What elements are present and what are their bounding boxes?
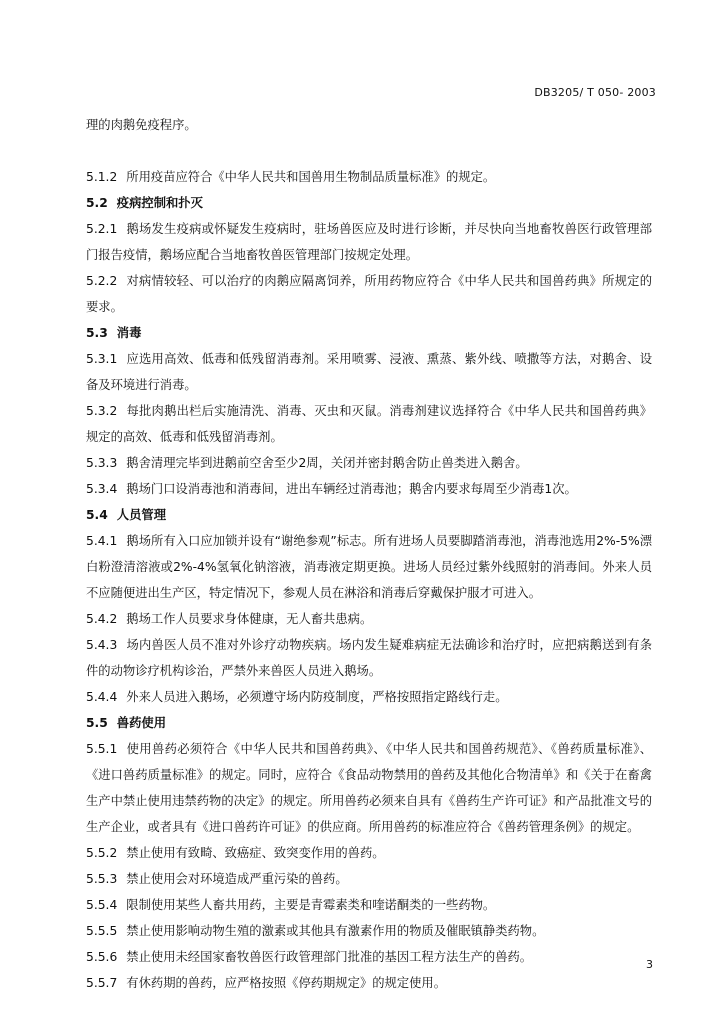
clause-text: 鹅场发生疫病或怀疑发生疫病时，驻场兽医应及时进行诊断，并尽快向当地畜牧兽医行政管理部门报告疫情，鹅场应配合当地畜牧兽医管理部门按规定处理。 xyxy=(86,222,652,262)
paragraph-text: 理的肉鹅免疫程序。 xyxy=(86,118,197,132)
document-code: DB3205/ T 050- 2003 xyxy=(534,86,656,99)
section-number: 5.5 xyxy=(86,716,108,730)
clause-text: 所用疫苗应符合《中华人民共和国兽用生物制品质量标准》的规定。 xyxy=(126,170,496,184)
clause-number: 5.2.2 xyxy=(86,274,118,288)
clause-text: 外来人员进入鹅场，必须遵守场内防疫制度，严格按照指定路线行走。 xyxy=(126,690,508,704)
clause-text: 使用兽药必须符合《中华人民共和国兽药典》、《中华人民共和国兽药规范》、《兽药质量标准》、《进口兽药质量标准》的规定。同时，应符合《食品动物禁用的兽药及其他化合物清单》和《关于在畜禽生产中禁止使用违禁药物的决定》的规定。所用兽药必须来自具有《兽药生产许可证》和产品批准文号的生产企业，或者具有《进口兽药许可证》的供应商。所用兽药的标准应符合《兽药管理条例》的规定。 xyxy=(86,742,652,834)
clause-5-4-4 xyxy=(86,684,652,710)
clause-text: 禁止使用有致畸、致癌症、致突变作用的兽药。 xyxy=(126,846,385,860)
clause-text: 场内兽医人员不准对外诊疗动物疾病。场内发生疑难病症无法确诊和治疗时，应把病鹅送到有条件的动物诊疗机构诊治，严禁外来兽医人员进入鹅场。 xyxy=(86,638,652,678)
clause-number: 5.1.2 xyxy=(86,170,118,184)
clause-text: 鹅场门口设消毒池和消毒间，进出车辆经过消毒池；鹅舍内要求每周至少消毒1次。 xyxy=(126,482,577,496)
clause-5-3-1 xyxy=(86,346,652,398)
clause-5-5-5 xyxy=(86,918,652,944)
clause-number: 5.4.2 xyxy=(86,612,118,626)
clause-5-5-2 xyxy=(86,840,652,866)
clause-5-1-2 xyxy=(86,164,652,190)
clause-text: 鹅场工作人员要求身体健康，无人畜共患病。 xyxy=(126,612,373,626)
clause-number: 5.5.6 xyxy=(86,950,118,964)
section-number: 5.3 xyxy=(86,326,108,340)
clause-text: 禁止使用未经国家畜牧兽医行政管理部门批准的基因工程方法生产的兽药。 xyxy=(126,950,533,964)
clause-5-5-1 xyxy=(86,736,652,840)
clause-text: 限制使用某些人畜共用药，主要是青霉素类和喹诺酮类的一些药物。 xyxy=(126,898,496,912)
clause-5-5-4 xyxy=(86,892,652,918)
clause-text: 应选用高效、低毒和低残留消毒剂。采用喷雾、浸液、熏蒸、紫外线、喷撒等方法，对鹅舍、设备及环境进行消毒。 xyxy=(86,352,652,392)
clause-5-3-3 xyxy=(86,450,652,476)
clause-text: 有休药期的兽药，应严格按照《停药期规定》的规定使用。 xyxy=(126,976,447,990)
clause-number: 5.5.4 xyxy=(86,898,118,912)
section-number: 5.4 xyxy=(86,508,108,522)
section-title: 消毒 xyxy=(116,326,142,340)
clause-number: 5.4.4 xyxy=(86,690,118,704)
clause-text: 鹅场所有入口应加锁并设有“谢绝参观”标志。所有进场人员要脚踏消毒池，消毒池选用2%-5%漂白粉澄清溶液或2%-4%氢氧化钠溶液，消毒液定期更换。进场人员经过紫外线照射的消毒间。外来人员不应随便进出生产区，特定情况下，参观人员在淋浴和消毒后穿戴保护服才可进入。 xyxy=(86,534,652,600)
clause-5-4-1 xyxy=(86,528,652,606)
clause-text: 鹅舍清理完毕到进鹅前空舍至少2周，关闭并密封鹅舍防止兽类进入鹅舍。 xyxy=(126,456,528,470)
section-heading-5-3 xyxy=(86,320,652,346)
clause-5-5-6 xyxy=(86,944,652,970)
clause-number: 5.5.3 xyxy=(86,872,118,886)
section-title: 疫病控制和扑灭 xyxy=(116,196,203,210)
clause-number: 5.5.7 xyxy=(86,976,118,990)
clause-number: 5.3.2 xyxy=(86,404,118,418)
clause-number: 5.5.2 xyxy=(86,846,118,860)
clause-5-2-1 xyxy=(86,216,652,268)
clause-text: 禁止使用影响动物生殖的激素或其他具有激素作用的物质及催眠镇静类药物。 xyxy=(126,924,545,938)
section-heading-5-5 xyxy=(86,710,652,736)
clause-number: 5.2.1 xyxy=(86,222,118,236)
clause-number: 5.3.1 xyxy=(86,352,118,366)
clause-text: 每批肉鹅出栏后实施清洗、消毒、灭虫和灭鼠。消毒剂建议选择符合《中华人民共和国兽药典》规定的高效、低毒和低残留消毒剂。 xyxy=(86,404,652,444)
clause-number: 5.5.5 xyxy=(86,924,118,938)
section-title: 兽药使用 xyxy=(116,716,166,730)
page-number: 3 xyxy=(646,958,653,971)
clause-5-2-2 xyxy=(86,268,652,320)
section-heading-5-4 xyxy=(86,502,652,528)
clause-text: 禁止使用会对环境造成严重污染的兽药。 xyxy=(126,872,348,886)
clause-5-4-3 xyxy=(86,632,652,684)
section-title: 人员管理 xyxy=(116,508,166,522)
clause-5-3-4 xyxy=(86,476,652,502)
clause-number: 5.3.3 xyxy=(86,456,118,470)
section-heading-5-2 xyxy=(86,190,652,216)
clause-5-5-7 xyxy=(86,970,652,996)
clause-text: 对病情较轻、可以治疗的肉鹅应隔离饲养，所用药物应符合《中华人民共和国兽药典》所规定的要求。 xyxy=(86,274,652,314)
clause-number: 5.3.4 xyxy=(86,482,118,496)
section-number: 5.2 xyxy=(86,196,108,210)
clause-5-5-3 xyxy=(86,866,652,892)
clause-number: 5.4.1 xyxy=(86,534,118,548)
clause-number: 5.4.3 xyxy=(86,638,118,652)
clause-5-4-2 xyxy=(86,606,652,632)
document-body xyxy=(86,112,652,996)
paragraph-continuation xyxy=(86,112,652,138)
clause-number: 5.5.1 xyxy=(86,742,118,756)
clause-5-3-2 xyxy=(86,398,652,450)
